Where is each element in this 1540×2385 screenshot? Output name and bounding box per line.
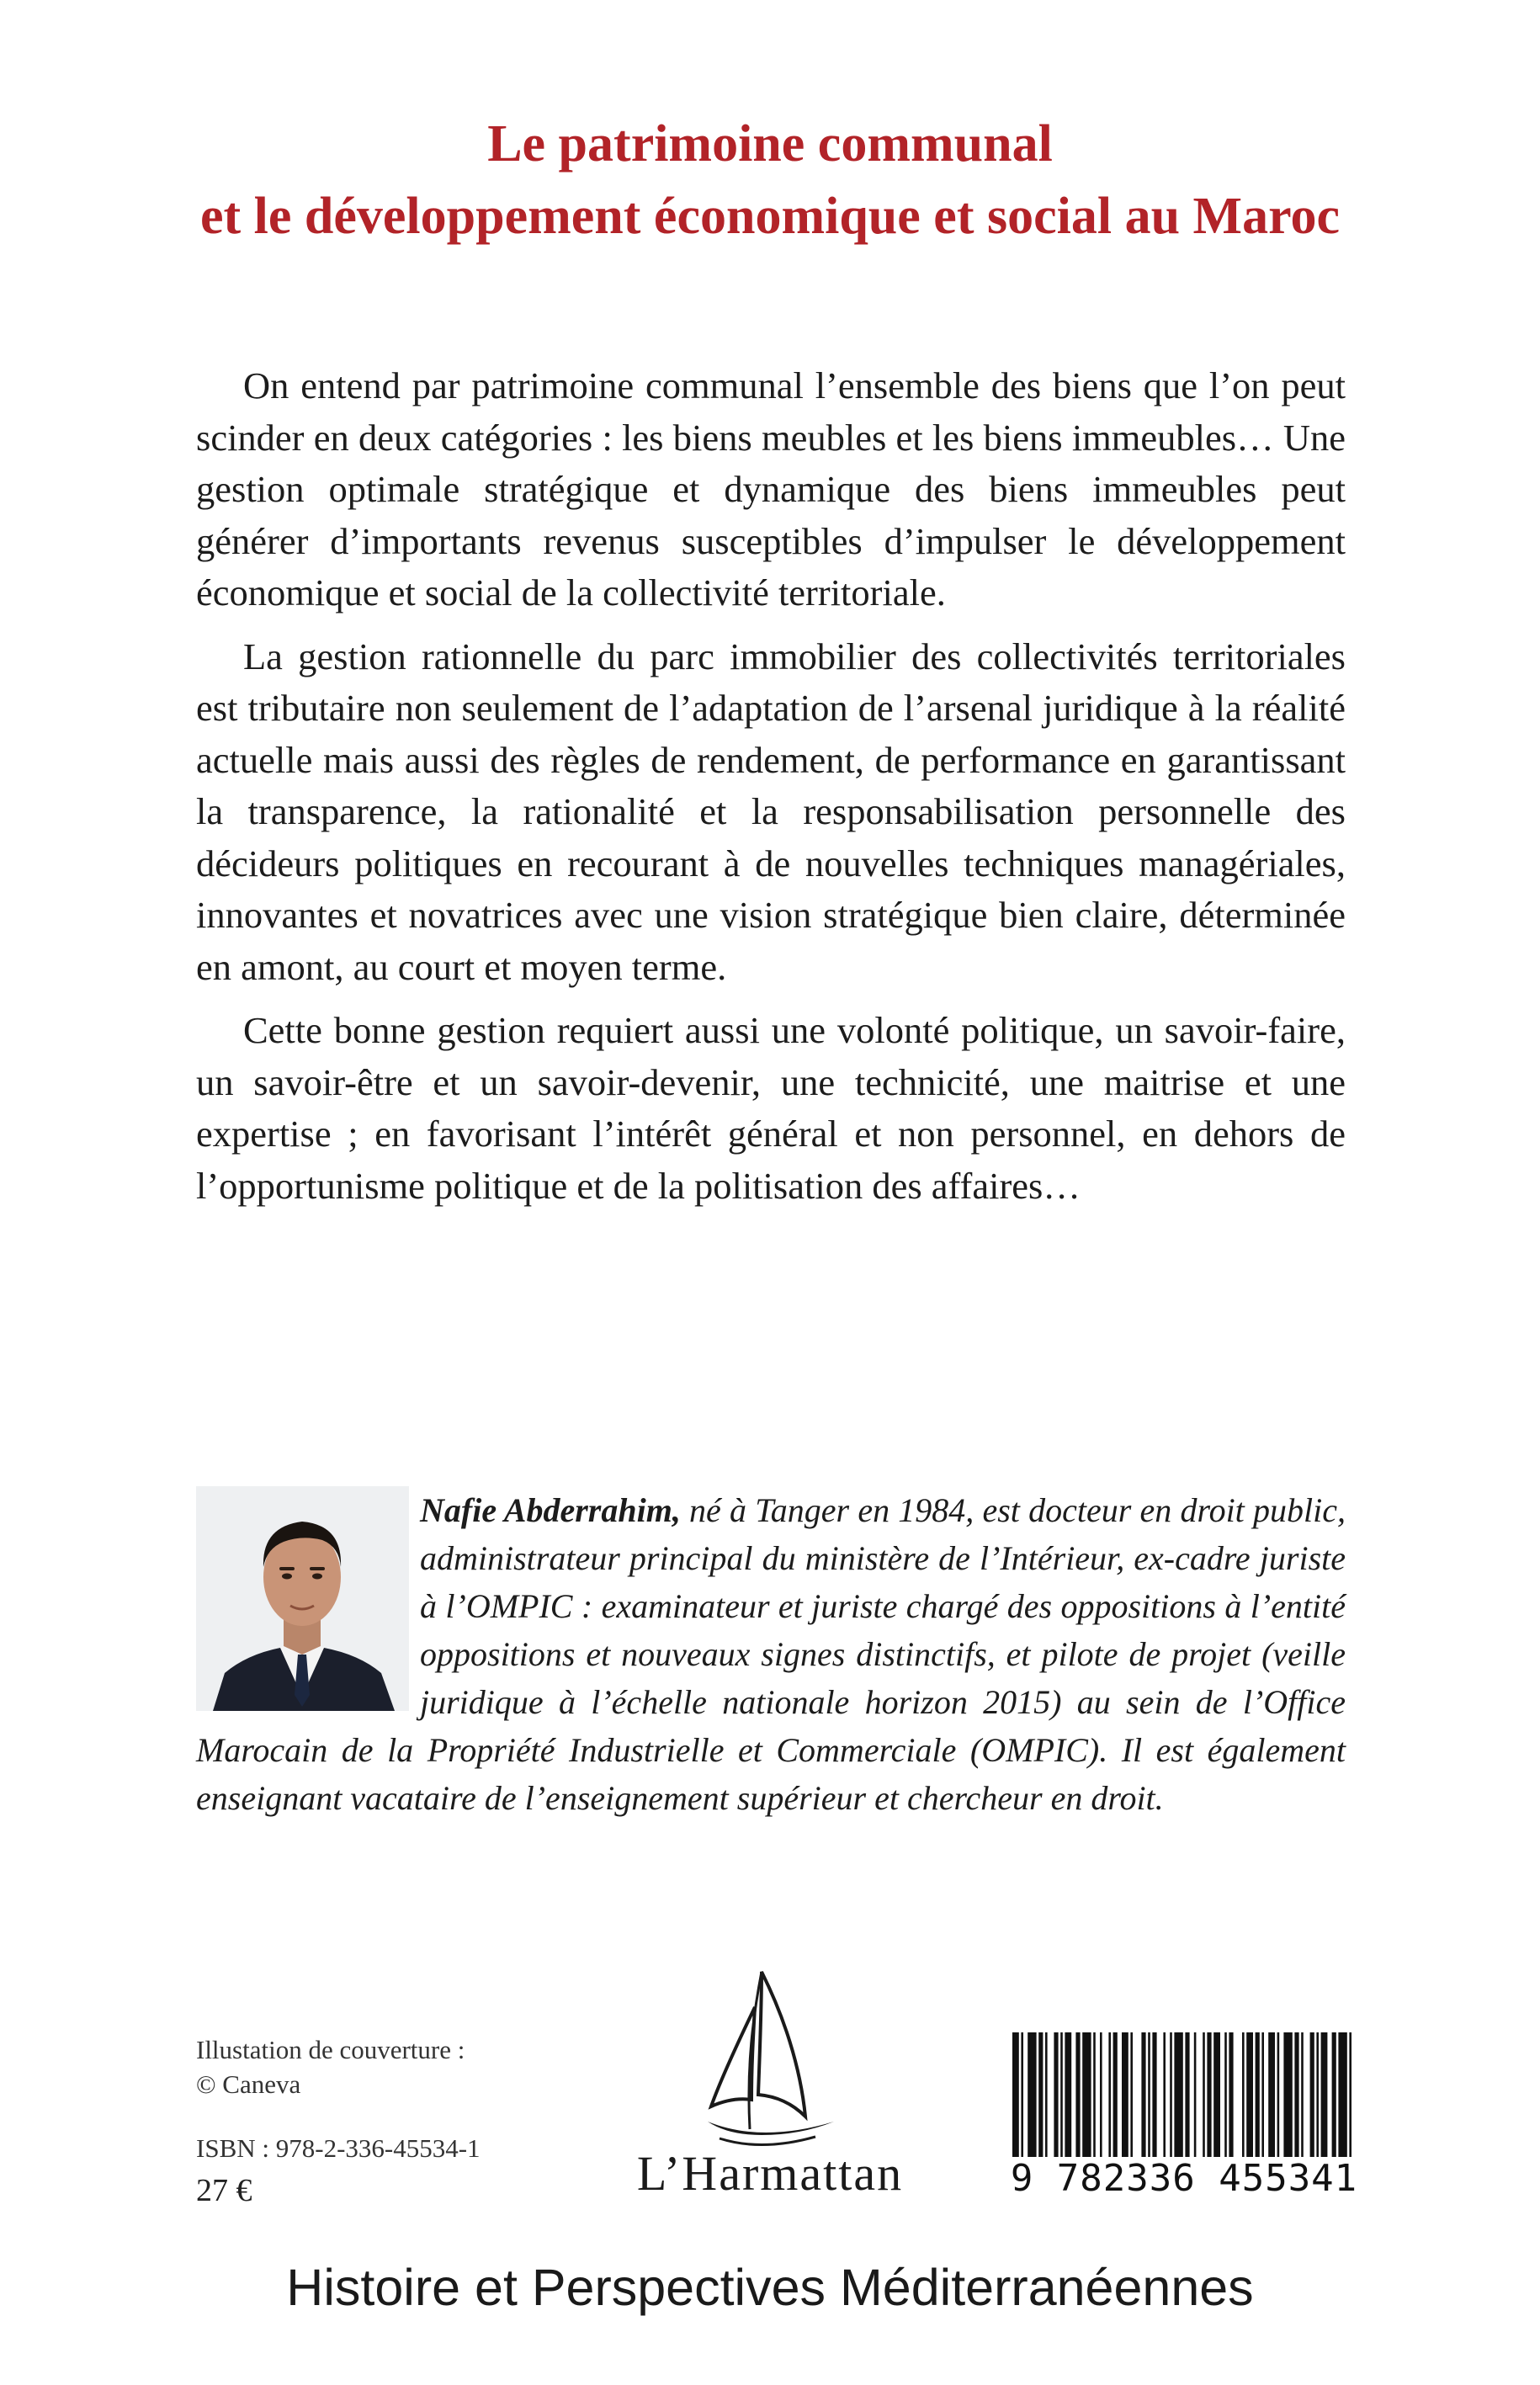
book-title [0, 108, 1540, 252]
barcode-bar [1113, 2032, 1118, 2167]
barcode-bar [1082, 2032, 1091, 2167]
barcode-bar [1256, 2032, 1260, 2167]
barcode-bar [1338, 2032, 1346, 2167]
barcode-bar [1310, 2032, 1314, 2167]
barcode-bar [1163, 2032, 1166, 2167]
barcode-bar [1229, 2032, 1233, 2167]
barcode-bar [1130, 2032, 1133, 2167]
barcode-bar [1075, 2032, 1080, 2167]
barcode-bar [1100, 2032, 1102, 2167]
barcode-bar [1268, 2032, 1275, 2167]
barcode-bar [1093, 2032, 1096, 2167]
barcode-bar [1224, 2032, 1227, 2167]
barcode-bar [1148, 2032, 1150, 2167]
credits-line-1: Illustation de couverture : [196, 2035, 465, 2064]
blurb-paragraph-2: La gestion rationnelle du parc immobilier des collectivités territoriales est tributaire non seulement de l’adaptation de l’arsenal juridique à la réalité actuelle mais aussi des règles de rendement, de performance en garantissant la transparence, la rationalité et la responsabilisation personnelle des décideurs politiques en recourant à de nouvelles techniques managériales, innovantes et novatrices avec une vision stratégique bien claire, déterminée en amont, au court et moyen terme. [196, 635, 1346, 988]
series-title: Histoire et Perspectives Méditerranéennes [286, 2259, 1254, 2316]
barcode-bar [1021, 2032, 1023, 2167]
isbn: ISBN : 978-2-336-45534-1 [196, 2133, 481, 2163]
barcode-bar [1028, 2032, 1036, 2167]
barcode-bar [1283, 2032, 1292, 2167]
barcode-bar [1038, 2032, 1043, 2167]
author-bio-text: né à Tanger en 1984, est docteur en droit public, administrateur principal du ministère de l’Intérieur, ex-cadre juriste à l’OMPIC : examinateur et juriste chargé des oppositions à l’entité oppositions et nouveaux signes distinctifs, et pilote de projet (veille juridique à l’échelle nationale horizon 2015) au sein de l’Office Marocain de la Propriété Industrielle et Commerciale (OMPIC). Il est également enseignant vacataire de l’enseignement supérieur et chercheur en droit. [196, 1491, 1346, 1817]
barcode-bar [1108, 2032, 1111, 2167]
publisher-logo [635, 1957, 905, 2206]
barcode-bar [1170, 2032, 1172, 2167]
barcode-bar [1277, 2032, 1280, 2167]
barcode [1007, 2032, 1361, 2209]
barcode-bar [1122, 2032, 1128, 2167]
barcode-bar [1185, 2032, 1189, 2167]
price: 27 € [196, 2173, 252, 2208]
barcode-bar [1213, 2032, 1220, 2167]
barcode-bar [1316, 2032, 1319, 2167]
barcode-bars [1007, 2032, 1361, 2167]
title-line-2: et le développement économique et social au Maroc [200, 188, 1340, 245]
barcode-bar [1174, 2032, 1182, 2167]
barcode-bar [1242, 2032, 1245, 2167]
barcode-bar [1045, 2032, 1048, 2167]
barcode-bar [1012, 2032, 1019, 2167]
barcode-bar [1207, 2032, 1211, 2167]
cover-credits [196, 2032, 465, 2101]
barcode-bar [1060, 2032, 1063, 2167]
barcode-bar [1332, 2032, 1336, 2167]
barcode-digits: 9 782336 455341 [1007, 2157, 1361, 2201]
barcode-bar [1301, 2032, 1304, 2167]
publisher-name: L’Harmattan [636, 2146, 904, 2201]
blurb [196, 360, 1346, 1224]
barcode-bar [1261, 2032, 1264, 2167]
barcode-bar [1294, 2032, 1298, 2167]
blurb-paragraph-3: Cette bonne gestion requiert aussi une volonté politique, un savoir-faire, un savoir-être et un savoir-devenir, une technicité, une maitrise et une expertise ; en favorisant l’intérêt général et non personnel, en dehors de l’opportunisme politique et de la politisation des affaires… [196, 1009, 1346, 1207]
barcode-bar [1152, 2032, 1156, 2167]
title-line-1: Le patrimoine communal [487, 115, 1053, 173]
credits-line-2: © Caneva [196, 2069, 301, 2099]
barcode-bar [1194, 2032, 1197, 2167]
blurb-paragraph-1: On entend par patrimoine communal l’ensemble des biens que l’on peut scinder en deux catégories : les biens meubles et les biens immeubles… Une gestion optimale stratégique et dynamique des biens immeubles peut générer d’importants revenus susceptibles d’impulser le développement économique et social de la collectivité territoriale. [196, 364, 1346, 614]
barcode-bar [1141, 2032, 1145, 2167]
barcode-bar [1349, 2032, 1351, 2167]
author-name: Nafie Abderrahim, [420, 1491, 681, 1529]
barcode-bar [1246, 2032, 1253, 2167]
barcode-bar [1065, 2032, 1071, 2167]
sailboat-icon [635, 1957, 905, 2150]
author-bio [196, 1486, 1346, 1822]
barcode-bar [1203, 2032, 1205, 2167]
photo-spacer [196, 1486, 420, 1719]
barcode-bar [1321, 2032, 1328, 2167]
barcode-bar [1054, 2032, 1058, 2167]
